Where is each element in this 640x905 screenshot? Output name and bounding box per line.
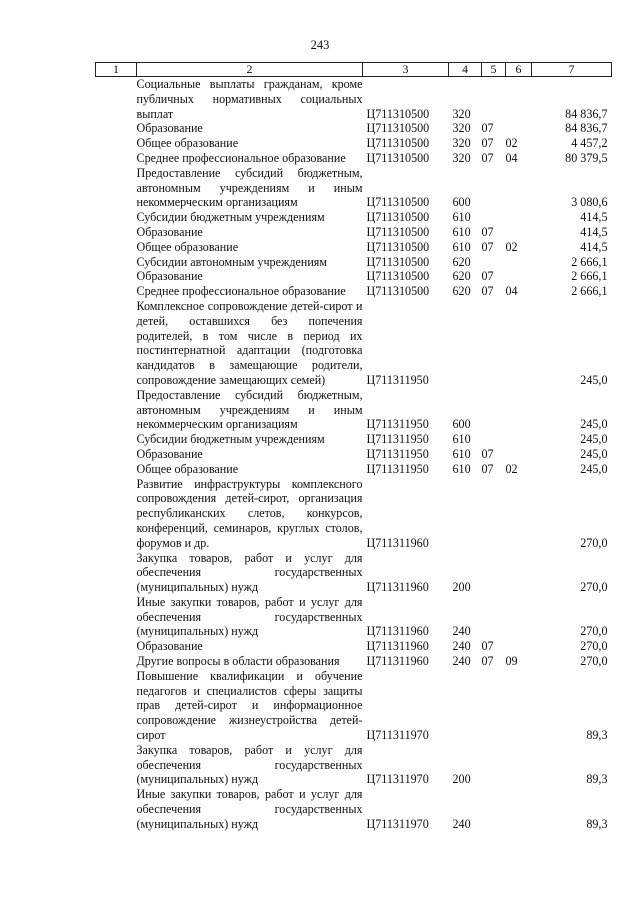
amount: 2 666,1 — [571, 284, 608, 299]
column-header: 1 — [96, 63, 137, 77]
target-code: Ц711310500 — [366, 106, 430, 121]
target-code: Ц711311970 — [366, 816, 429, 831]
blank-cell — [96, 136, 137, 151]
amount: 2 666,1 — [571, 269, 608, 284]
amount: 89,3 — [586, 816, 608, 831]
section-code — [482, 299, 506, 388]
table-row — [96, 151, 612, 166]
section-code: 07 — [481, 269, 494, 284]
table-row — [96, 639, 612, 654]
table-row — [96, 255, 612, 270]
subsection-code — [506, 77, 532, 122]
row-name: Закупка товаров, работ и услуг для обеспечения государственных (муниципальных) нужд — [136, 550, 363, 595]
column-header: 4 — [449, 63, 482, 77]
row-name: Общее образование — [136, 461, 239, 476]
blank-cell — [96, 269, 137, 284]
row-name: Социальные выплаты гражданам, кроме публичных нормативных социальных выплат — [136, 77, 363, 121]
blank-cell — [96, 743, 137, 787]
blank-cell — [96, 151, 137, 166]
subsection-code — [506, 551, 532, 595]
target-code: Ц711310500 — [366, 136, 430, 151]
target-code: Ц711311950 — [366, 446, 429, 461]
subsection-code — [506, 669, 532, 743]
blank-cell — [96, 462, 137, 477]
expense-type-code: 610 — [452, 446, 471, 461]
blank-cell — [96, 284, 137, 299]
column-header: 5 — [482, 63, 506, 77]
row-name: Повышение квалификации и обучение педагогов и специалистов сферы защиты прав детей-сирот и информационное сопровождение жизнеустройства детей-сирот — [136, 668, 363, 743]
blank-cell — [96, 166, 137, 210]
expense-type-code: 320 — [452, 121, 471, 136]
blank-cell — [96, 210, 137, 225]
row-name: Образование — [136, 639, 203, 654]
section-code: 07 — [481, 446, 494, 461]
amount: 245,0 — [580, 461, 608, 476]
row-name: Образование — [136, 446, 203, 461]
section-code — [482, 77, 506, 122]
expense-type-code: 620 — [452, 254, 471, 269]
expense-type-code: 610 — [452, 224, 471, 239]
section-code: 07 — [481, 239, 494, 254]
subsection-code — [506, 225, 532, 240]
amount: 245,0 — [580, 432, 608, 447]
blank-cell — [96, 299, 137, 388]
row-name: Развитие инфраструктуры комплексного сопровождения детей-сирот, организация республиканских слетов, конкурсов, конференций, семинаров, круглых столов, форумов и др. — [136, 476, 363, 550]
section-code — [482, 477, 506, 551]
target-code: Ц711311960 — [366, 580, 429, 595]
table-row — [96, 595, 612, 639]
subsection-code — [506, 595, 532, 639]
subsection-code — [506, 787, 532, 831]
expense-type-code: 620 — [452, 269, 471, 284]
row-name: Общее образование — [136, 136, 239, 151]
row-name: Образование — [136, 224, 203, 239]
target-code: Ц711311960 — [366, 654, 429, 669]
blank-cell — [96, 447, 137, 462]
section-code — [482, 743, 506, 787]
table-row — [96, 787, 612, 831]
target-code: Ц711310500 — [366, 150, 430, 165]
amount: 245,0 — [580, 372, 608, 387]
target-code: Ц711310500 — [366, 195, 430, 210]
subsection-code — [506, 432, 532, 447]
row-name: Иные закупки товаров, работ и услуг для обеспечения государственных (муниципальных) нужд — [136, 594, 363, 639]
table-row — [96, 240, 612, 255]
amount: 2 666,1 — [571, 254, 608, 269]
expense-type-code: 320 — [452, 150, 471, 165]
target-code: Ц711310500 — [366, 121, 430, 136]
table-row — [96, 225, 612, 240]
section-code: 07 — [481, 639, 494, 654]
row-name: Другие вопросы в области образования — [136, 654, 340, 669]
table-row — [96, 388, 612, 432]
section-code — [482, 166, 506, 210]
page-number: 243 — [310, 38, 330, 52]
subsection-code — [506, 210, 532, 225]
blank-cell — [96, 477, 137, 551]
subsection-code: 04 — [505, 284, 518, 299]
section-code — [482, 388, 506, 432]
amount: 414,5 — [580, 210, 608, 225]
section-code — [482, 255, 506, 270]
blank-cell — [96, 787, 137, 831]
amount: 270,0 — [580, 580, 608, 595]
subsection-code — [506, 269, 532, 284]
section-code: 07 — [481, 224, 494, 239]
expense-type-code: 620 — [452, 284, 471, 299]
table-row — [96, 166, 612, 210]
table-body — [96, 77, 612, 832]
expense-type-code: 610 — [452, 461, 471, 476]
blank-cell — [96, 639, 137, 654]
section-code: 07 — [481, 654, 494, 669]
blank-cell — [96, 551, 137, 595]
target-code: Ц711310500 — [366, 239, 430, 254]
row-name: Предоставление субсидий бюджетным, автономным учреждениям и иным некоммерческим организациям — [136, 387, 363, 432]
blank-cell — [96, 121, 137, 136]
section-code — [482, 787, 506, 831]
amount: 84 836,7 — [565, 106, 608, 121]
row-name: Среднее профессиональное образование — [136, 284, 346, 299]
row-name: Образование — [136, 121, 203, 136]
section-code: 07 — [481, 121, 494, 136]
amount: 80 379,5 — [565, 150, 608, 165]
table-row — [96, 299, 612, 388]
amount: 245,0 — [580, 417, 608, 432]
blank-cell — [96, 595, 137, 639]
table-row — [96, 447, 612, 462]
table-row — [96, 269, 612, 284]
table-row — [96, 743, 612, 787]
section-code: 07 — [481, 136, 494, 151]
target-code: Ц711310500 — [366, 224, 430, 239]
amount: 414,5 — [580, 239, 608, 254]
amount: 89,3 — [586, 728, 608, 743]
table-row — [96, 77, 612, 122]
amount: 270,0 — [580, 639, 608, 654]
table-row — [96, 669, 612, 743]
subsection-code — [506, 166, 532, 210]
target-code: Ц711311960 — [366, 639, 429, 654]
target-code: Ц711311970 — [366, 728, 429, 743]
section-code — [482, 669, 506, 743]
section-code — [482, 551, 506, 595]
blank-cell — [96, 388, 137, 432]
subsection-code — [506, 299, 532, 388]
amount: 4 457,2 — [571, 136, 608, 151]
subsection-code: 02 — [505, 239, 518, 254]
table-row — [96, 284, 612, 299]
row-name: Общее образование — [136, 239, 239, 254]
expense-type-code: 610 — [452, 210, 471, 225]
table-row — [96, 432, 612, 447]
expense-type-code: 200 — [452, 772, 471, 787]
table-header-row — [96, 63, 612, 77]
row-name: Субсидии автономным учреждениям — [136, 254, 328, 269]
amount: 270,0 — [580, 654, 608, 669]
amount: 245,0 — [580, 446, 608, 461]
blank-cell — [96, 77, 137, 122]
column-header: 6 — [506, 63, 532, 77]
row-name: Субсидии бюджетным учреждениям — [136, 432, 325, 447]
subsection-code: 02 — [505, 461, 518, 476]
column-header: 3 — [363, 63, 449, 77]
expense-type-code: 240 — [452, 639, 471, 654]
row-name: Образование — [136, 269, 203, 284]
section-code: 07 — [481, 284, 494, 299]
expense-type-code: 600 — [452, 195, 471, 210]
subsection-code — [506, 388, 532, 432]
target-code: Ц711310500 — [366, 210, 430, 225]
blank-cell — [96, 225, 137, 240]
expense-type-code: 600 — [452, 417, 471, 432]
expense-type-code: 200 — [452, 580, 471, 595]
expense-type-code: 320 — [452, 136, 471, 151]
target-code: Ц711311950 — [366, 372, 429, 387]
blank-cell — [96, 255, 137, 270]
table-row — [96, 551, 612, 595]
target-code: Ц711310500 — [366, 284, 430, 299]
target-code: Ц711310500 — [366, 269, 430, 284]
table-row — [96, 210, 612, 225]
subsection-code — [506, 743, 532, 787]
expense-type-code — [449, 669, 482, 743]
row-name: Иные закупки товаров, работ и услуг для обеспечения государственных (муниципальных) нужд — [136, 787, 363, 831]
row-name: Комплексное сопровождение детей-сирот и детей, оставшихся без попечения родителей, в том числе в период их постинтернатной адаптации (подготовка кандидатов в замещающие родители, сопровождение замещающих семей) — [136, 298, 363, 387]
amount: 84 836,7 — [565, 121, 608, 136]
row-name: Закупка товаров, работ и услуг для обеспечения государственных (муниципальных) нужд — [136, 742, 363, 787]
subsection-code — [506, 255, 532, 270]
subsection-code: 02 — [505, 136, 518, 151]
expense-type-code: 240 — [452, 816, 471, 831]
column-header: 7 — [532, 63, 612, 77]
expense-type-code — [449, 299, 482, 388]
expense-type-code: 320 — [452, 106, 471, 121]
row-name: Предоставление субсидий бюджетным, автономным учреждениям и иным некоммерческим организациям — [136, 165, 363, 210]
section-code — [482, 210, 506, 225]
column-header: 2 — [137, 63, 363, 77]
subsection-code — [506, 477, 532, 551]
budget-table — [95, 62, 612, 832]
row-name: Среднее профессиональное образование — [136, 150, 346, 165]
target-code: Ц711311950 — [366, 417, 429, 432]
blank-cell — [96, 669, 137, 743]
target-code: Ц711311950 — [366, 432, 429, 447]
target-code: Ц711311950 — [366, 461, 429, 476]
expense-type-code — [449, 477, 482, 551]
subsection-code: 04 — [505, 150, 518, 165]
amount: 270,0 — [580, 624, 608, 639]
section-code: 07 — [481, 461, 494, 476]
target-code: Ц711311970 — [366, 772, 429, 787]
subsection-code — [506, 447, 532, 462]
target-code: Ц711310500 — [366, 254, 430, 269]
expense-type-code: 610 — [452, 432, 471, 447]
table-row — [96, 477, 612, 551]
subsection-code — [506, 121, 532, 136]
target-code: Ц711311960 — [366, 535, 429, 550]
table-row — [96, 462, 612, 477]
target-code: Ц711311960 — [366, 624, 429, 639]
subsection-code — [506, 639, 532, 654]
expense-type-code: 610 — [452, 239, 471, 254]
expense-type-code: 240 — [452, 624, 471, 639]
blank-cell — [96, 240, 137, 255]
section-code: 07 — [481, 150, 494, 165]
table-row — [96, 121, 612, 136]
amount: 3 080,6 — [571, 195, 608, 210]
blank-cell — [96, 432, 137, 447]
table-row — [96, 654, 612, 669]
row-name: Субсидии бюджетным учреждениям — [136, 210, 325, 225]
amount: 89,3 — [586, 772, 608, 787]
section-code — [482, 432, 506, 447]
blank-cell — [96, 654, 137, 669]
amount: 270,0 — [580, 535, 608, 550]
expense-type-code: 240 — [452, 654, 471, 669]
amount: 414,5 — [580, 224, 608, 239]
subsection-code: 09 — [505, 654, 518, 669]
table-row — [96, 136, 612, 151]
section-code — [482, 595, 506, 639]
